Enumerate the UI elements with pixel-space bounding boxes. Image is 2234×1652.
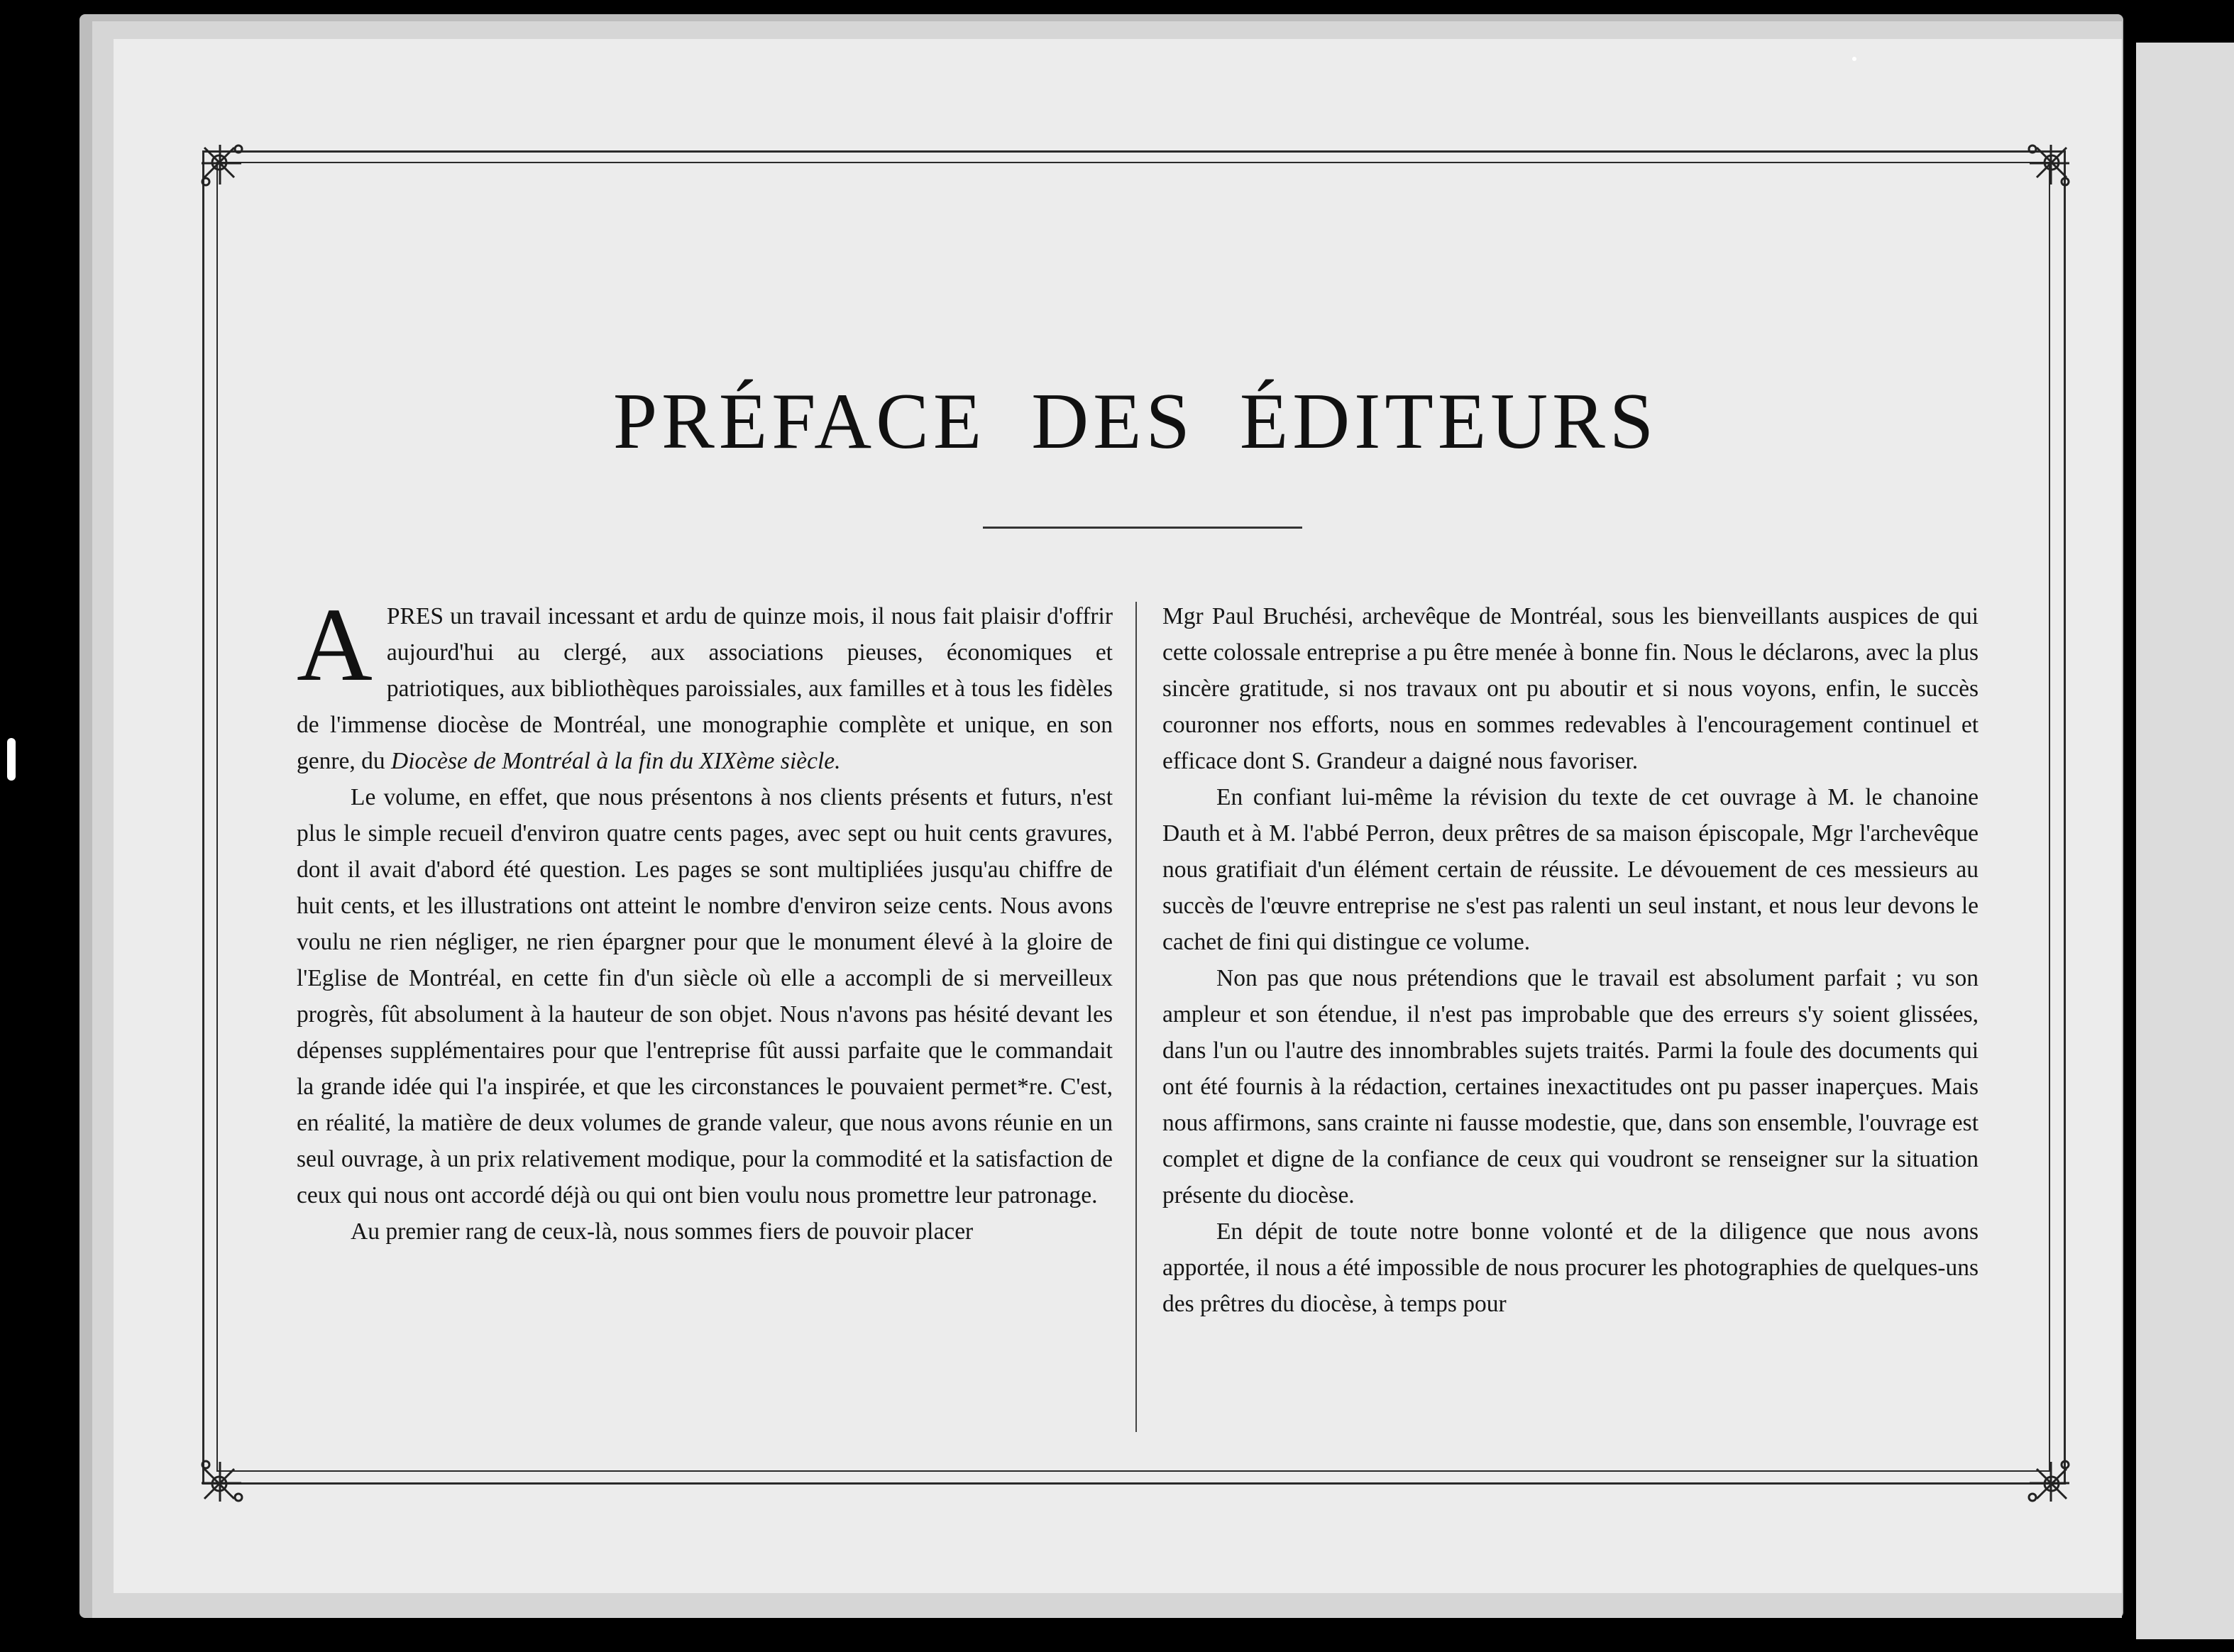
right-paragraph-2: En confiant lui-même la révision du texte de cet ouvrage à M. le chanoine Dauth et à M. l'abbé Perron, deux prêtres de sa maison épiscopale, Mgr l'archevêque nous gratifiait d'un élément certain de réussite. Le dévouement de ces messieurs au succès de l'œuvre entreprise ne s'est pas ralenti un seul instant, et nous leur devons le cachet de fini qui distingue ce volume. — [1162, 784, 1979, 955]
left-column — [297, 587, 1113, 1250]
adjacent-page-edge — [2136, 43, 2234, 1639]
scan-speck — [7, 738, 16, 781]
column-divider — [1135, 602, 1137, 1432]
left-paragraph-1-text: PRES un travail incessant et ardu de quinze mois, il nous fait plaisir d'offrir aujourd'hui au clergé, aux associations pieuses, économiques et patriotiques, aux bibliothèques paroissiales, aux familles et à tous les fidèles de l'immense diocèse de Montréal, une monographie complète et unique, en son genre, du — [297, 603, 1113, 774]
corner-ornament-top-right — [2008, 142, 2072, 206]
corner-ornament-bottom-right — [2008, 1441, 2072, 1504]
right-column — [1162, 598, 1979, 1322]
right-paragraph-4: En dépit de toute notre bonne volonté et de la diligence que nous avons apportée, il nous a été impossible de nous procurer les photographies de quelques-uns des prêtres du diocèse, à temps pour — [1162, 1218, 1979, 1317]
corner-ornament-top-left — [199, 142, 263, 206]
right-paragraph-3: Non pas que nous prétendions que le travail est absolument parfait ; vu son ampleur et son étendue, il n'est pas improbable que des erreurs s'y soient glissées, dans l'un ou l'autre des innombrables sujets traités. Parmi la foule des documents qui ont été fournis à la rédaction, certaines inexactitudes ont pu passer inaperçues. Mais nous affirmons, sans crainte ni fausse modestie, que, dans son ensemble, l'ouvrage est complet et digne de la confiance de ceux qui voudront se renseigner sur la situation présente du diocèse. — [1162, 965, 1979, 1208]
drop-cap: A — [297, 587, 373, 703]
right-paragraph-1: Mgr Paul Bruchési, archevêque de Montréal, sous les bienveillants auspices de qui cette colossale entreprise a pu être menée à bonne fin. Nous le déclarons, avec la plus sincère gratitude, si nos travaux ont pu aboutir et si nous voyons, enfin, le succès couronner nos efforts, nous en sommes redevables à l'encouragement continuel et efficace dont S. Grandeur a daigné nous favoriser. — [1162, 603, 1979, 774]
left-paragraph-1 — [297, 587, 1113, 779]
corner-ornament-bottom-left — [199, 1441, 263, 1504]
left-paragraph-3: Au premier rang de ceux-là, nous sommes fiers de pouvoir placer — [351, 1218, 974, 1245]
page-title: PRÉFACE DES ÉDITEURS — [612, 378, 1658, 466]
title-rule — [983, 527, 1302, 529]
scan-speck — [1852, 57, 1856, 61]
left-paragraph-2: Le volume, en effet, que nous présentons à nos clients présents et futurs, n'est plus le simple recueil d'environ quatre cents pages, avec sept ou huit cents gravures, dont il avait d'abord été question. Les pages se sont multipliées jusqu'au chiffre de huit cents, et les illustrations ont atteint le nombre d'environ seize cents. Nous avons voulu ne rien négliger, ne rien épargner pour que le monument élevé à la gloire de l'Eglise de Montréal, en cette fin d'un siècle où elle a accompli de si merveilleux progrès, fût absolument à la hauteur de son objet. Nous n'avons pas hésité devant les dépenses supplémentaires pour que l'entreprise fût aussi parfaite que le commandait la grande idée qui l'a inspirée, et que les circonstances le pouvaient permet*re. C'est, en réalité, la matière de deux volumes de grande valeur, que nous avons réunie en un seul ouvrage, à un prix relativement modique, pour la commodité et la satisfaction de ceux qui nous ont accordé déjà ou qui ont bien voulu nous promettre leur patronage. — [297, 784, 1113, 1208]
book-title-italic: Diocèse de Montréal à la fin du XIXème siècle. — [391, 748, 841, 774]
